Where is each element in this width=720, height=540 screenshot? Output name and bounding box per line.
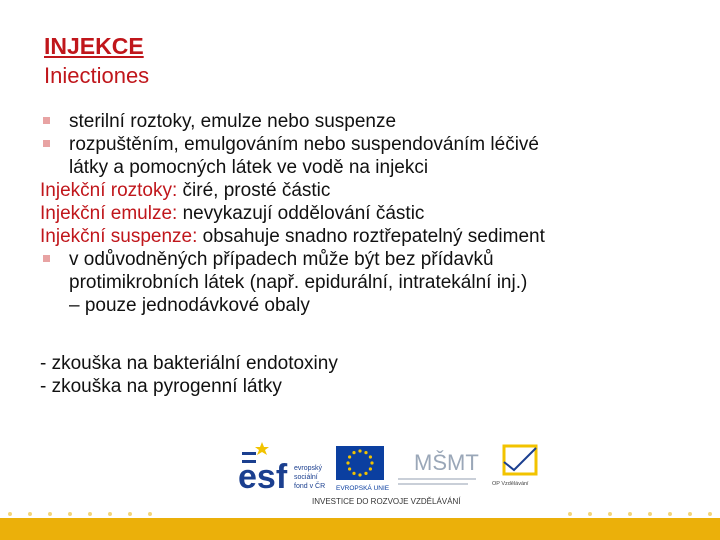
- square-bullet-icon: [43, 117, 50, 124]
- bullet-text: rozpuštěním, emulgováním nebo suspendováním léčivé: [69, 134, 539, 155]
- slide-content: [40, 110, 700, 398]
- esf-mark: esf: [238, 458, 288, 496]
- eu-label: EVROPSKÁ UNIE: [336, 485, 390, 492]
- op-label: OP Vzdělávání: [492, 481, 529, 487]
- star-icon: [255, 442, 269, 455]
- emulze-text: nevykazují oddělování částic: [177, 203, 425, 224]
- msmt-mark: MŠMT: [414, 450, 479, 475]
- esf-text: sociální: [294, 474, 318, 481]
- slide-title: INJEKCE: [44, 33, 144, 59]
- bottom-bar: [0, 518, 720, 540]
- esf-text: evropský: [294, 465, 323, 472]
- slide-subtitle: Iniectiones: [44, 63, 150, 88]
- bullet-text: – pouze jednodávkové obaly: [69, 295, 310, 316]
- eu-logo: [336, 446, 390, 492]
- sponsor-logos: [238, 438, 550, 508]
- dotted-divider: [0, 510, 720, 518]
- suspenze-text: obsahuje snadno roztřepatelný sediment: [197, 226, 545, 247]
- test-line: - zkouška na pyrogenní látky: [40, 376, 282, 397]
- bullet-text: v odůvodněných případech může být bez přídavků: [69, 249, 494, 270]
- roztoky-label: Injekční roztoky:: [40, 180, 178, 201]
- esf-logo: [238, 442, 325, 496]
- test-line: - zkouška na bakteriální endotoxiny: [40, 353, 338, 374]
- square-bullet-icon: [43, 140, 50, 147]
- suspenze-line: [40, 225, 700, 248]
- investice-caption: INVESTICE DO ROZVOJE VZDĚLÁVÁNÍ: [312, 497, 461, 506]
- msmt-logo: [398, 450, 479, 485]
- suspenze-label: Injekční suspenze:: [40, 226, 198, 247]
- bullet-text: látky a pomocných látek ve vodě na injekci: [69, 157, 429, 178]
- roztoky-text: čiré, prosté částic: [177, 180, 331, 201]
- roztoky-line: [40, 179, 700, 202]
- bullet-item: [40, 248, 700, 317]
- bullet-text: sterilní roztoky, emulze nebo suspenze: [69, 111, 397, 132]
- emulze-line: [40, 202, 700, 225]
- op-logo: [492, 446, 536, 487]
- emulze-label: Injekční emulze:: [40, 203, 178, 224]
- esf-text: fond v ČR: [294, 483, 326, 490]
- square-bullet-icon: [43, 255, 50, 262]
- bullet-item: [40, 110, 700, 133]
- bullet-text: protimikrobních látek (např. epidurální, intratekální inj.): [69, 272, 528, 293]
- bullet-item: [40, 133, 700, 179]
